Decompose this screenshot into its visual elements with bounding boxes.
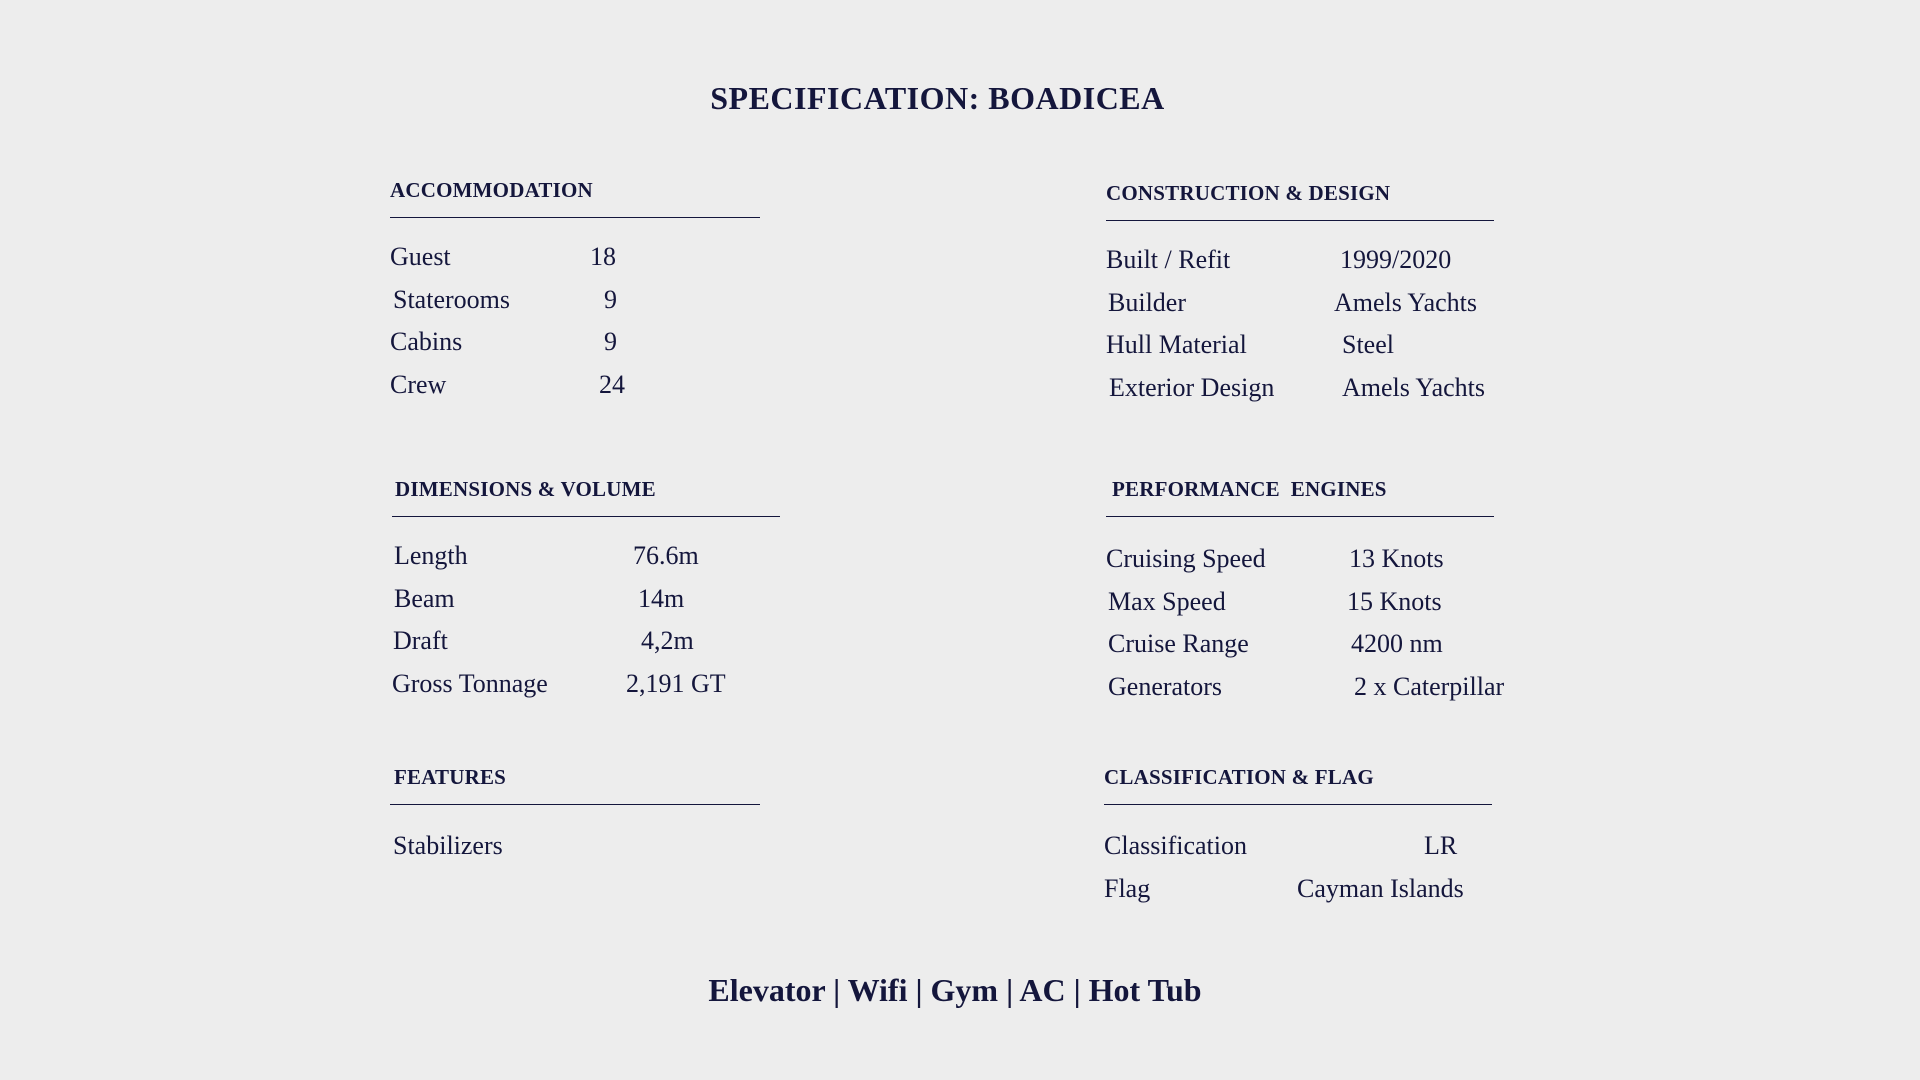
spec-row: [1106, 330, 1494, 373]
spec-label: Crew: [390, 369, 447, 399]
spec-row: [390, 242, 760, 285]
spec-value: 18: [590, 242, 616, 271]
spec-label: Built / Refit: [1106, 245, 1231, 274]
section-heading: CLASSIFICATION & FLAG: [1104, 765, 1492, 805]
spec-label: Gross Tonnage: [392, 668, 548, 698]
spec-value: 15 Knots: [1347, 586, 1442, 616]
spec-row: [392, 669, 780, 712]
section-heading: CONSTRUCTION & DESIGN: [1106, 181, 1494, 221]
spec-value: 2 x Caterpillar: [1354, 671, 1505, 701]
spec-value: LR: [1424, 831, 1458, 860]
spec-value: 2,191 GT: [626, 668, 726, 698]
spec-row: [392, 584, 780, 627]
spec-label: Length: [394, 541, 468, 570]
spec-row: [1106, 245, 1494, 288]
spec-value: 4,2m: [641, 626, 694, 655]
spec-value: 1999/2020: [1340, 245, 1452, 274]
spec-label: Max Speed: [1108, 586, 1226, 616]
spec-value: Cayman Islands: [1297, 873, 1464, 903]
classification-section: [1104, 765, 1492, 916]
spec-row: [390, 327, 760, 370]
spec-row: [1104, 874, 1492, 917]
spec-label: Cabins: [390, 327, 463, 356]
section-heading: DIMENSIONS & VOLUME: [392, 477, 780, 517]
spec-label: Cruising Speed: [1106, 544, 1266, 573]
spec-value: 4200 nm: [1351, 629, 1443, 658]
spec-row: [1104, 831, 1492, 874]
spec-label: Builder: [1108, 287, 1186, 317]
spec-value: 76.6m: [633, 541, 699, 570]
spec-row: [1106, 288, 1494, 331]
spec-row: [390, 285, 760, 328]
spec-row: [1106, 373, 1494, 416]
spec-value: 9: [604, 284, 617, 314]
section-heading: ACCOMMODATION: [390, 178, 760, 218]
spec-row: [1106, 544, 1494, 587]
spec-label: Flag: [1104, 873, 1151, 903]
spec-row: [390, 370, 760, 413]
section-heading: FEATURES: [390, 765, 760, 805]
spec-row: [1106, 671, 1505, 715]
section-heading: PERFORMANCE ENGINES: [1106, 477, 1494, 517]
spec-value: 24: [599, 369, 625, 399]
spec-row: [1106, 587, 1494, 630]
spec-label: Exterior Design: [1109, 372, 1275, 402]
construction-section: [1106, 181, 1494, 415]
features-section: [390, 765, 760, 874]
spec-label: Guest: [390, 242, 451, 271]
page-title: SPECIFICATION: BOADICEA: [710, 80, 1165, 116]
spec-value: Steel: [1342, 330, 1394, 359]
dimensions-section: [392, 477, 780, 711]
spec-row: [390, 831, 760, 874]
performance-section: [1106, 477, 1505, 714]
accommodation-section: [390, 178, 760, 412]
spec-value: Amels Yachts: [1342, 372, 1486, 402]
spec-label: Staterooms: [393, 284, 510, 314]
spec-row: [1106, 629, 1494, 672]
spec-value: 14m: [638, 583, 685, 613]
spec-label: Hull Material: [1106, 330, 1247, 359]
spec-value: Amels Yachts: [1334, 287, 1478, 317]
spec-label: Generators: [1108, 671, 1223, 701]
spec-row: [392, 541, 780, 584]
spec-value: 13 Knots: [1349, 544, 1444, 573]
amenities-footer: Elevator | Wifi | Gym | AC | Hot Tub: [708, 972, 1202, 1008]
spec-label: Cruise Range: [1108, 629, 1249, 658]
spec-label: Draft: [393, 626, 448, 655]
spec-label: Stabilizers: [393, 831, 503, 860]
spec-row: [392, 626, 780, 669]
spec-label: Beam: [394, 583, 455, 613]
spec-value: 9: [604, 327, 617, 356]
spec-label: Classification: [1104, 831, 1247, 860]
